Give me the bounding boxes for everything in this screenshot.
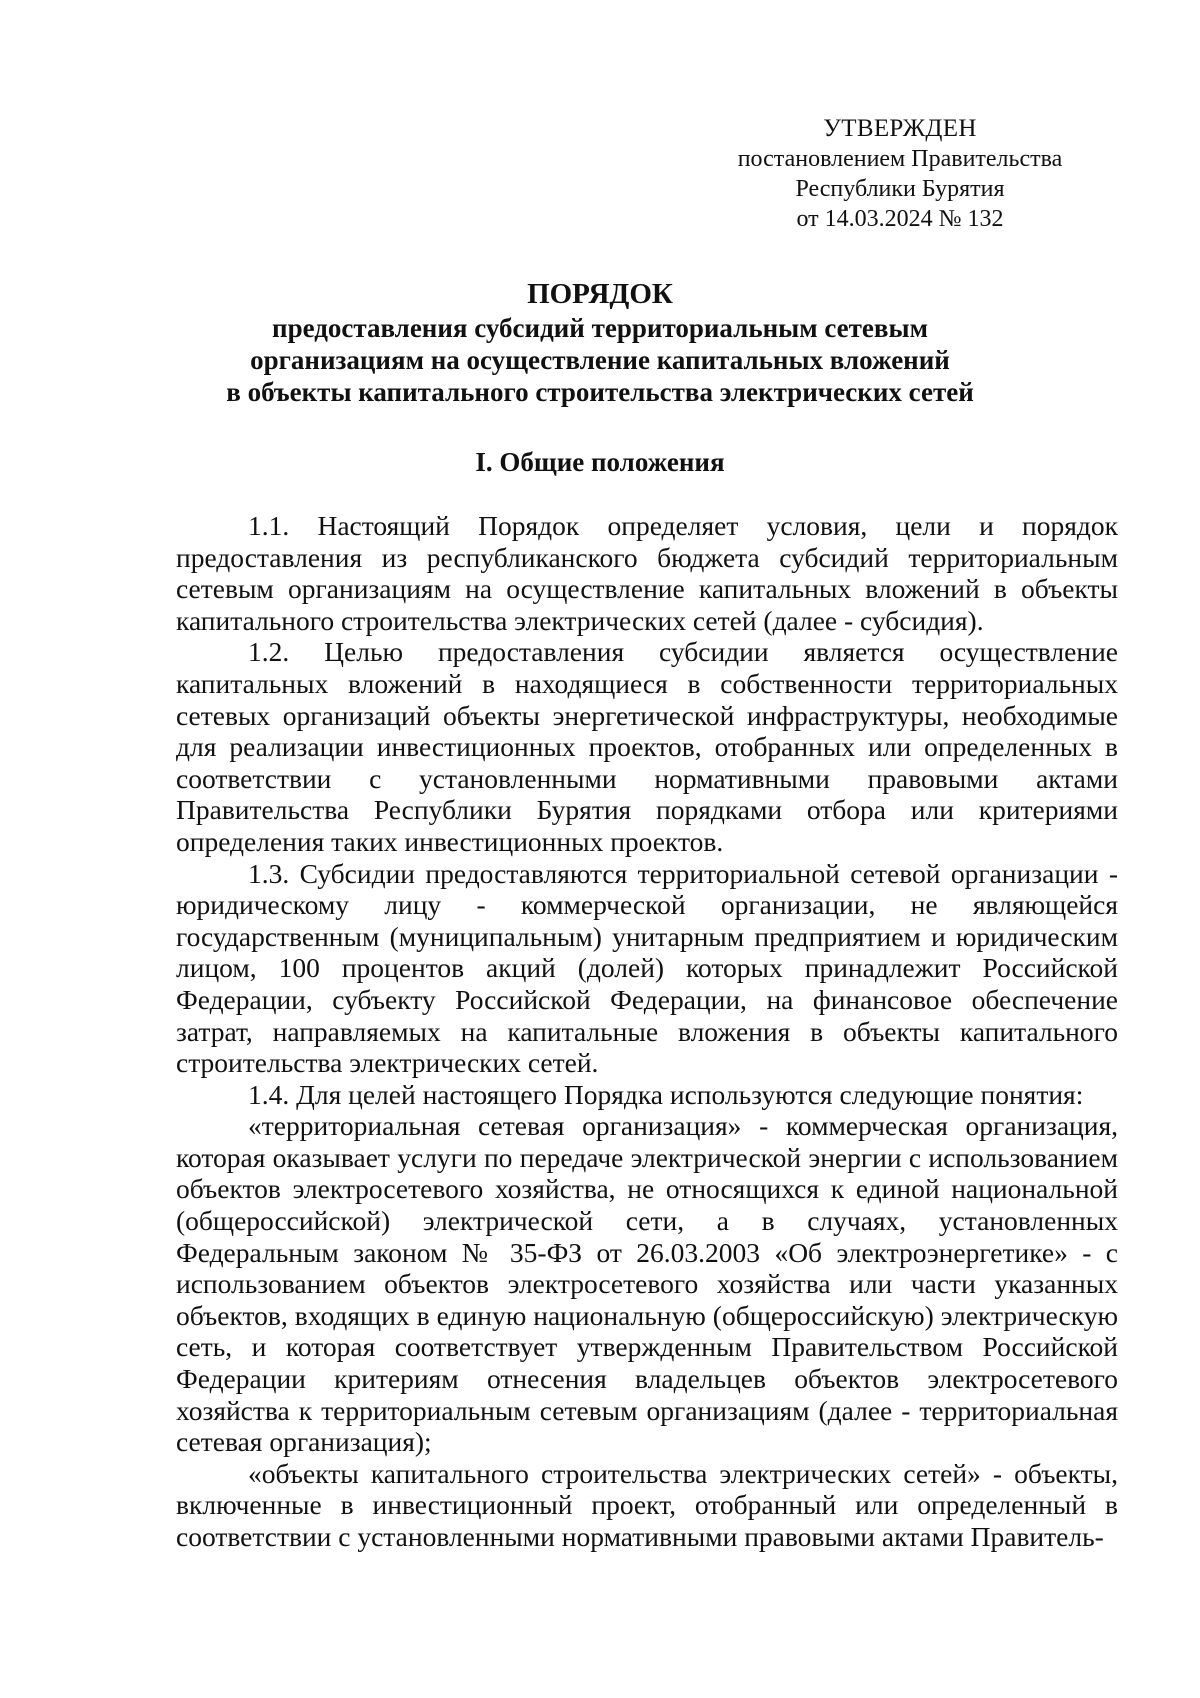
document-subtitle-line-2: организациям на осуществление капитальных вложений xyxy=(250,345,950,375)
paragraph-1-3: 1.3. Субсидии предоставляются территориальной сетевой организации - юридическому лицу - коммерческой организации, не являющейся государственным (муниципальным) унитарным предприятием и юридическим лицом, 100 процентов акций (долей) которых принадлежит Российской Федерации, субъекту Российской Федерации, на финансовое обеспечение затрат, направляемых на капитальные вложения в объекты капитального строительства электрических сетей. xyxy=(176,857,1118,1079)
definition-capital-construction-objects: «объекты капитального строительства электрических сетей» - объекты, включенные в инвестиционный проект, отобранный или определенный в соответствии с установленными нормативными правовыми актами Правитель- xyxy=(176,1457,1118,1552)
document-body xyxy=(176,510,1118,1553)
approval-heading: УТВЕРЖДЕН xyxy=(823,115,977,142)
paragraph-1-1: 1.1. Настоящий Порядок определяет условия, цели и порядок предоставления из республиканского бюджета субсидий территориальным сетевым организациям на осуществление капитальных вложений в объекты капитального строительства электрических сетей (далее - субсидия). xyxy=(176,510,1118,636)
approval-date-number: от 14.03.2024 № 132 xyxy=(796,206,1004,232)
section-heading: I. Общие положения xyxy=(475,447,725,477)
document-subtitle-line-3: в объекты капитального строительства электрических сетей xyxy=(226,377,974,407)
document-title: ПОРЯДОК xyxy=(527,278,673,310)
definition-territorial-grid-organization: «территориальная сетевая организация» - коммерческая организация, которая оказывает услуги по передаче электрической энергии с использованием объектов электросетевого хозяйства, не относящихся к единой национальной (общероссийской) электрической сети, а в случаях, установленных Федеральным законом № 35-ФЗ от 26.03.2003 «Об электроэнергетике» - с использованием объектов электросетевого хозяйства или части указанных объектов, входящих в единую национальную (общероссийскую) электрическую сеть, и которая соответствует утвержденным Правительством Российской Федерации критериям отнесения владельцев объектов электросетевого хозяйства к территориальным сетевым организациям (далее - территориальная сетевая организация); xyxy=(176,1110,1118,1458)
approval-region: Республики Бурятия xyxy=(795,176,1005,202)
document-title-block xyxy=(150,278,1050,408)
paragraph-1-2: 1.2. Целью предоставления субсидии является осуществление капитальных вложений в находящиеся в собственности территориальных сетевых организаций объекты энергетической инфраструктуры, необходимые для реализации инвестиционных проектов, отобранных или определенных в соответствии с установленными нормативными правовыми актами Правительства Республики Бурятия порядками отбора или критериями определения таких инвестиционных проектов. xyxy=(176,636,1118,857)
approval-authority: постановлением Правительства xyxy=(737,146,1063,172)
paragraph-1-4: 1.4. Для целей настоящего Порядка используются следующие понятия: xyxy=(248,1078,1084,1110)
approval-stamp xyxy=(730,114,1070,234)
document-subtitle-line-1: предоставления субсидий территориальным сетевым xyxy=(272,313,928,343)
